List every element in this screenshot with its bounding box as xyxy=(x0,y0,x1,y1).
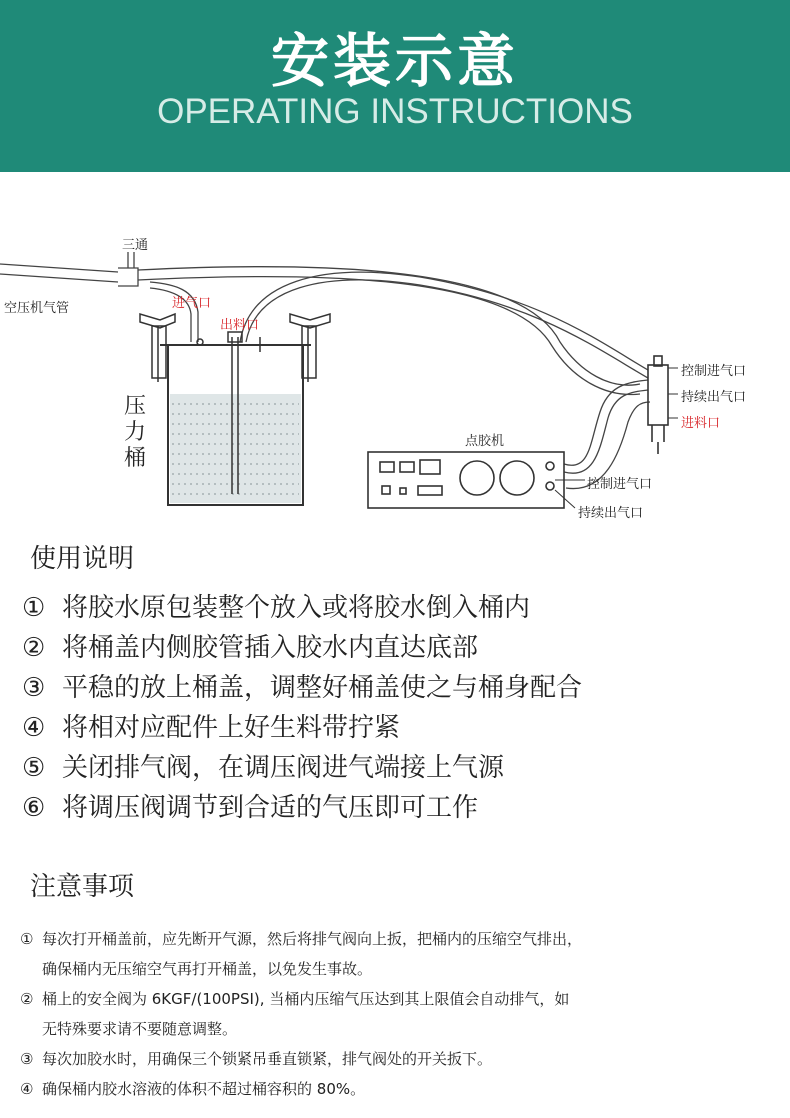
list-item: ⑥ 将调压阀调节到合适的气压即可工作 xyxy=(22,793,479,823)
usage-title: 使用说明 xyxy=(30,544,135,574)
list-item: ③ 平稳的放上桶盖，调整好桶盖使之与桶身配合 xyxy=(22,673,583,703)
outlet-label: 出料口 xyxy=(220,318,260,333)
header-banner xyxy=(0,0,790,172)
usage-list xyxy=(22,588,582,828)
list-item: ② 桶上的安全阀为 6KGF/(100PSI), 当桶内压缩气压达到其上限值会自动排气，如 无特殊要求请不要随意调整。 xyxy=(20,990,570,1038)
notes-list xyxy=(20,924,780,1104)
barrel-label: 压力桶 xyxy=(124,394,147,471)
list-item: ④ 确保桶内胶水溶液的体积不超过桶容积的 80%。 xyxy=(20,1080,366,1098)
valve-feed-inlet-label: 进料口 xyxy=(681,416,721,431)
list-item: ① 将胶水原包装整个放入或将胶水倒入桶内 xyxy=(22,593,531,623)
list-item: ③ 每次加胶水时，用确保三个锁紧吊垂直锁紧，排气阀处的开关扳下。 xyxy=(20,1050,493,1068)
list-item: ② 将桶盖内侧胶管插入胶水内直达底部 xyxy=(22,633,479,663)
page-title: 安装示意 xyxy=(270,27,519,95)
valve-control-inlet-label: 控制进气口 xyxy=(681,364,747,379)
air-pipe-label: 空压机气管 xyxy=(4,301,70,316)
list-item: ⑤ 关闭排气阀，在调压阀进气端接上气源 xyxy=(22,753,505,783)
dispenser-label: 点胶机 xyxy=(465,434,505,449)
page-subtitle: OPERATING INSTRUCTIONS xyxy=(157,92,633,131)
machine-control-inlet-label: 控制进气口 xyxy=(587,477,653,492)
list-item: ④ 将相对应配件上好生料带拧紧 xyxy=(22,713,401,743)
installation-diagram xyxy=(0,222,790,532)
notes-title: 注意事项 xyxy=(30,872,135,902)
list-item: ① 每次打开桶盖前，应先断开气源，然后将排气阀向上扳，把桶内的压缩空气排出， 确保桶内无压缩空气再打开桶盖，以免发生事故。 xyxy=(20,930,583,978)
diagram-drawing xyxy=(0,222,790,532)
tee-label: 三通 xyxy=(122,238,149,253)
machine-continuous-outlet-label: 持续出气口 xyxy=(578,506,644,521)
inlet-label: 进气口 xyxy=(172,296,212,311)
valve-continuous-outlet-label: 持续出气口 xyxy=(681,390,747,405)
